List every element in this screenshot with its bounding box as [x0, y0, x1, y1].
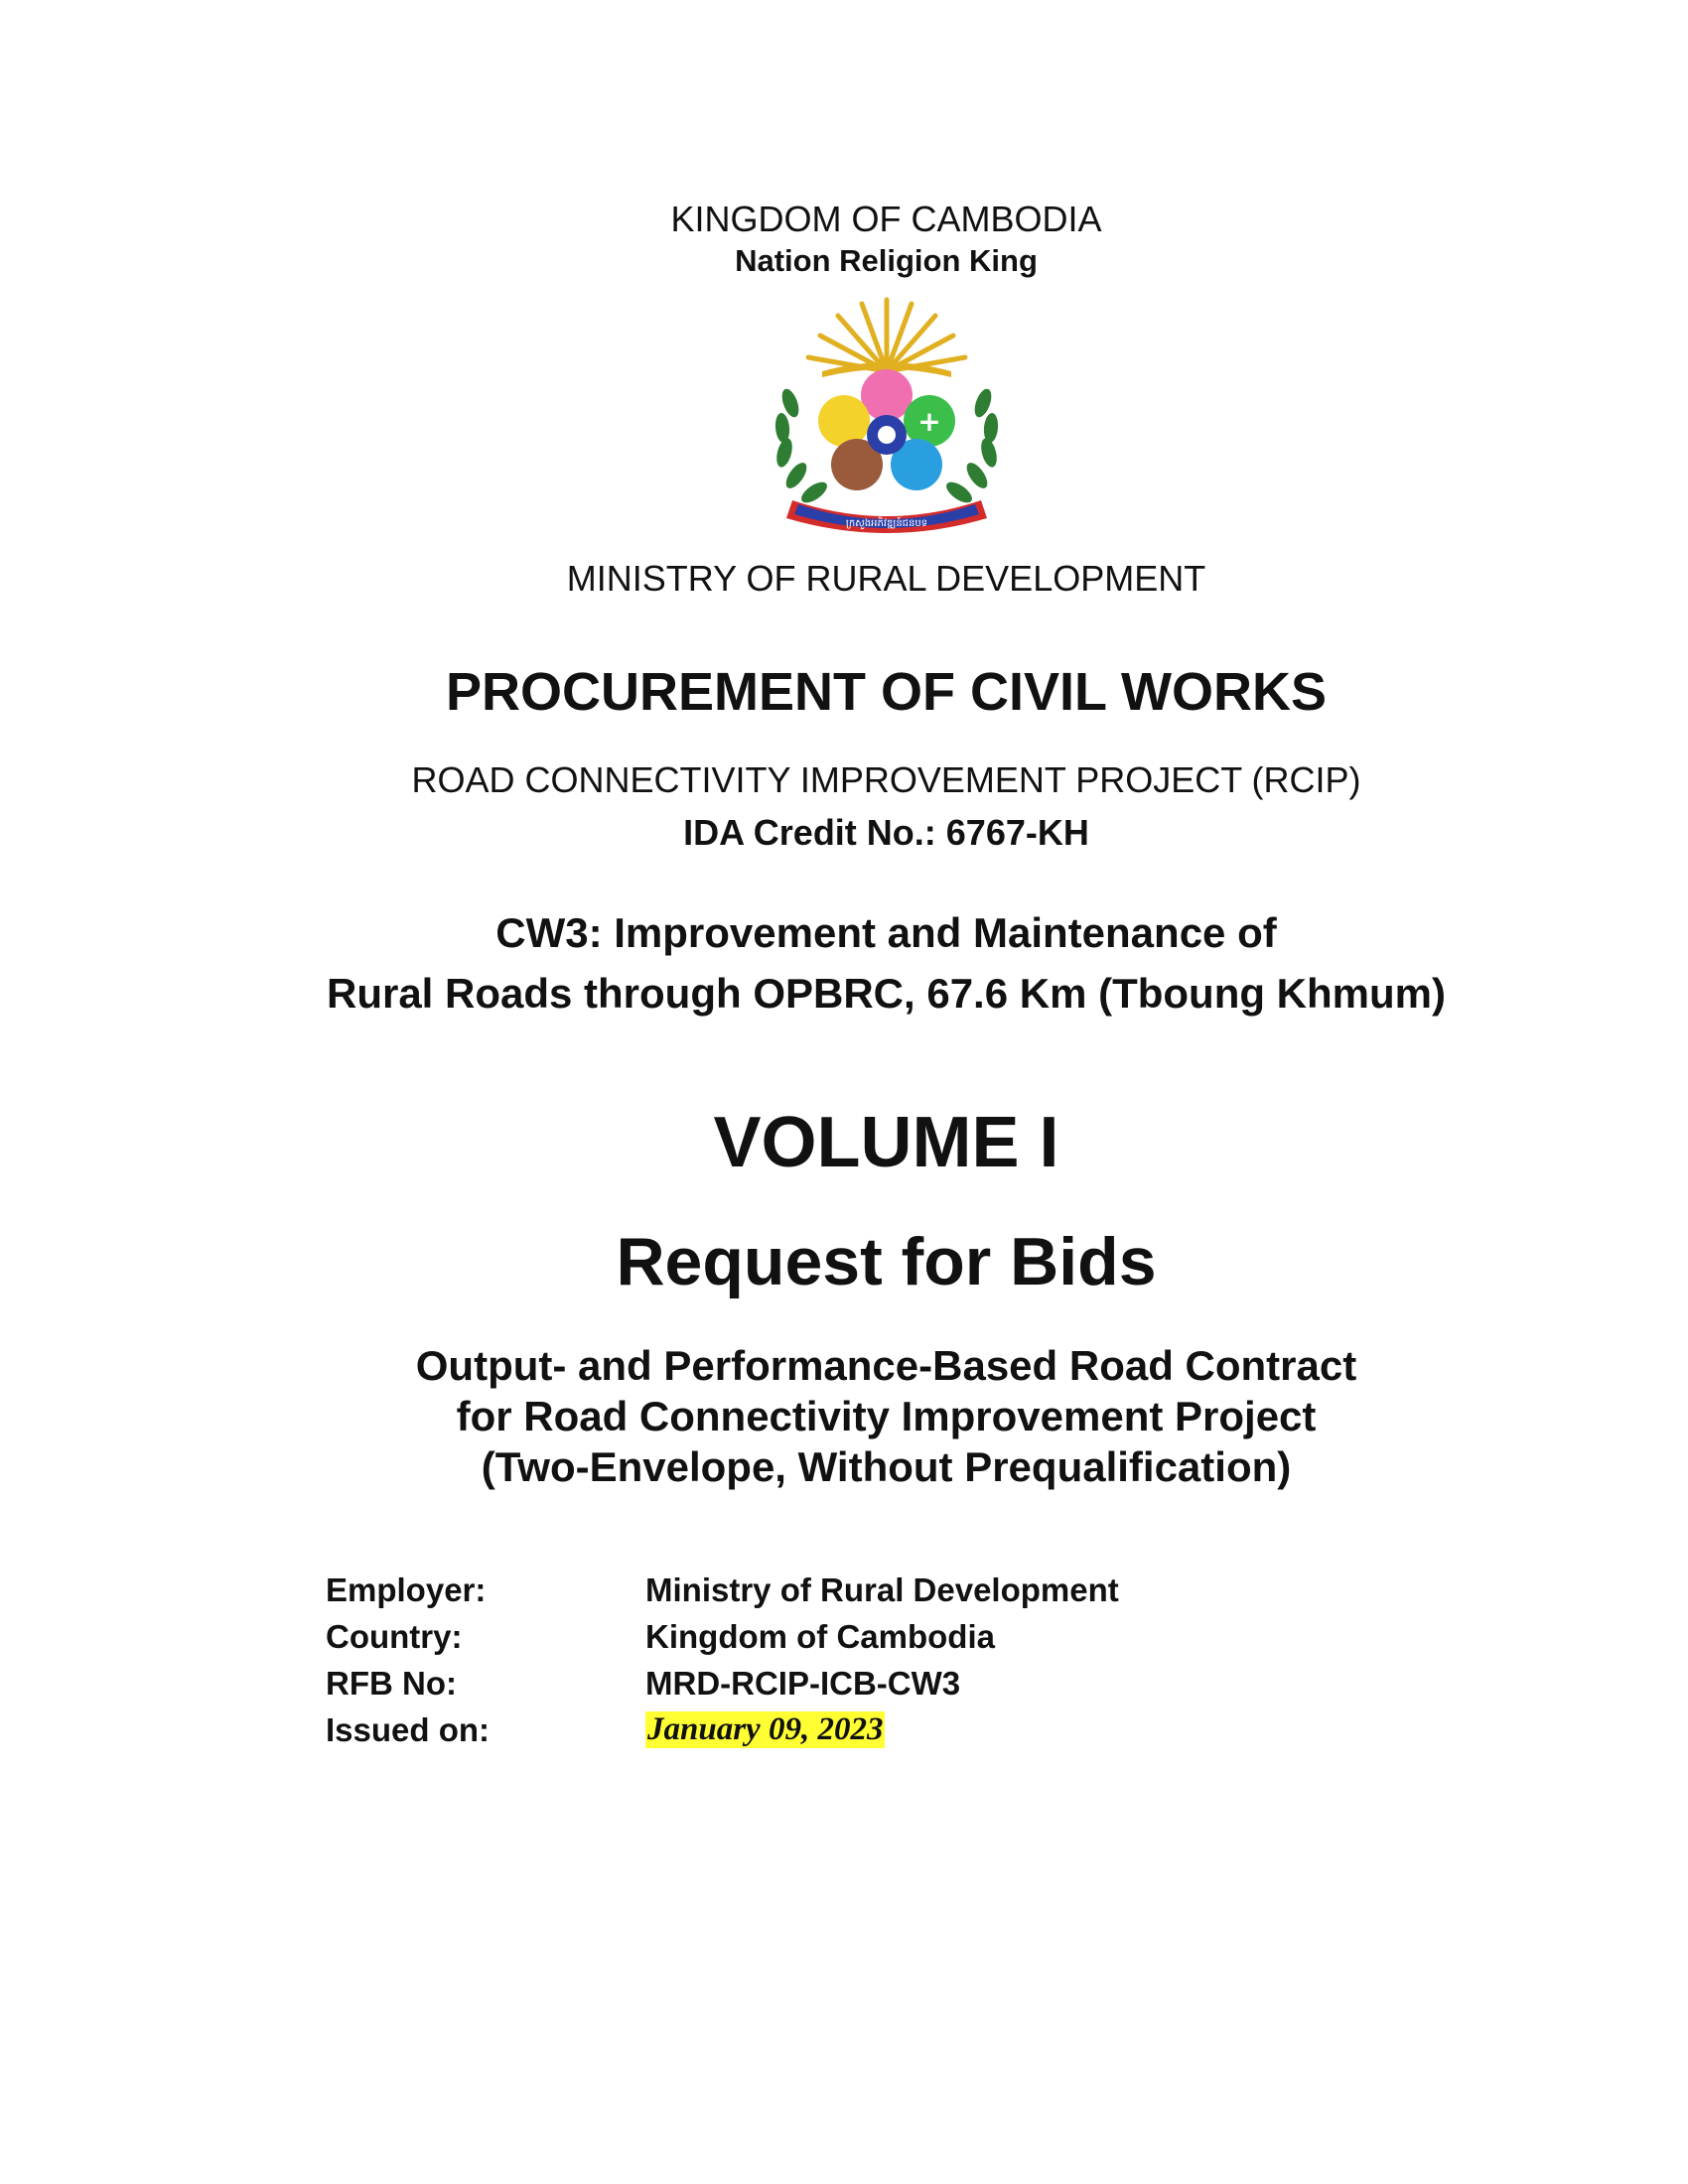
document-details: [326, 1567, 1119, 1753]
subtitle-line-3: (Two-Envelope, Without Prequalification): [481, 1443, 1292, 1490]
ministry-emblem-logo: [753, 294, 1021, 542]
document-type-title: Request for Bids: [616, 1224, 1157, 1299]
detail-row-issued-on: [326, 1706, 1119, 1753]
detail-value: MRD-RCIP-ICB-CW3: [645, 1664, 961, 1702]
procurement-title: PROCUREMENT OF CIVIL WORKS: [445, 662, 1328, 722]
project-name: ROAD CONNECTIVITY IMPROVEMENT PROJECT (RCIP): [411, 759, 1361, 800]
detail-label: RFB No:: [326, 1664, 457, 1702]
svg-text:+: +: [917, 405, 941, 438]
detail-label: Country:: [326, 1617, 463, 1655]
detail-row-rfb-number: [326, 1660, 1119, 1706]
ministry-heading: MINISTRY OF RURAL DEVELOPMENT: [566, 558, 1206, 599]
detail-value: Kingdom of Cambodia: [645, 1617, 995, 1655]
subtitle-line-1: Output- and Performance-Based Road Contract: [415, 1342, 1357, 1389]
emblem-banner-text: ក្រសួងអភិវឌ្ឍន៍ជនបទ: [845, 518, 928, 529]
detail-label: Employer:: [326, 1570, 487, 1608]
detail-value: Ministry of Rural Development: [645, 1570, 1119, 1608]
subtitle-line-2: for Road Connectivity Improvement Project: [456, 1393, 1317, 1439]
country-heading: KINGDOM OF CAMBODIA: [670, 199, 1102, 239]
detail-row-employer: [326, 1567, 1119, 1613]
detail-row-country: [326, 1613, 1119, 1660]
detail-label: Issued on:: [326, 1710, 491, 1748]
volume-title: VOLUME I: [713, 1103, 1059, 1182]
contract-title-line-1: CW3: Improvement and Maintenance of: [495, 909, 1277, 956]
national-motto: Nation Religion King: [735, 243, 1038, 278]
credit-number: IDA Credit No.: 6767-KH: [683, 812, 1089, 853]
contract-title-line-2: Rural Roads through OPBRC, 67.6 Km (Tboung Khmum): [326, 970, 1446, 1017]
issue-date-highlighted: January 09, 2023: [647, 1711, 884, 1747]
